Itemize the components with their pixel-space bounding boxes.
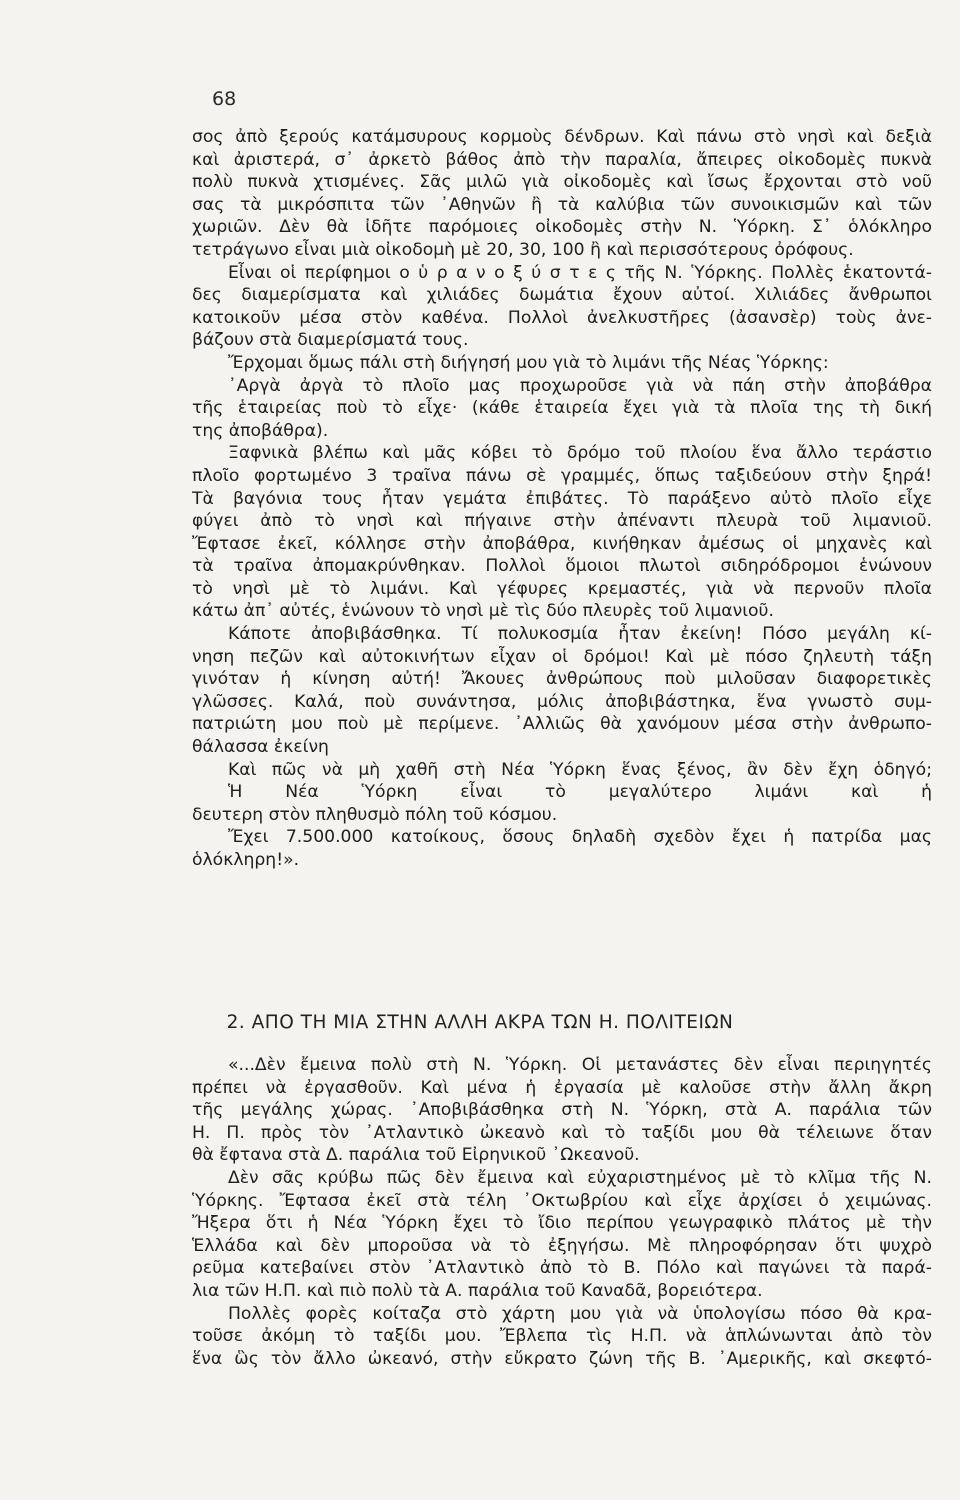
text-line: Δὲν σᾶς κρύβω πῶς δὲν ἔμεινα καὶ εὐχαριστημένος μὲ τὸ κλῖμα τῆς Ν. <box>228 1167 932 1188</box>
text-line: κάτω ἀπ᾽ αὐτές, ἑνώνουν τὸ νησὶ μὲ τὶς δύο πλευρὲς τοῦ λιμανιοῦ. <box>192 601 774 622</box>
text-line: Ὑόρκης. Ἔφτασα ἐκεῖ στὰ τέλη ᾿Οκτωβρίου καὶ εἶχε ἀρχίσει ὁ χειμώνας. <box>192 1190 932 1211</box>
text-line: γλῶσσες. Καλά, ποὺ συνάντησα, μόλις ἀποβιβάστηκα, ἕνα γνωστὸ συμ- <box>192 691 932 712</box>
text-line: Ἡ Νέα Ὑόρκη εἶναι τὸ μεγαλύτερο λιμάνι καὶ ἡ <box>228 782 932 803</box>
text-line: Τὰ βαγόνια τους ἦταν γεμάτα ἐπιβάτες. Τὸ παράξενο αὐτὸ πλοῖο εἶχε <box>192 488 932 509</box>
text-line: νηση πεζῶν καὶ αὐτοκινήτων εἶχαν οἱ δρόμοι! Καὶ μὲ πόσο ζηλευτὴ τάξη <box>192 646 932 667</box>
text-line: ρεῦμα κατεβαίνει στὸν ᾿Ατλαντικὸ ἀπὸ τὸ Β. Πόλο καὶ παγώνει τὰ παρά- <box>192 1258 932 1279</box>
text-line: γινόταν ἡ κίνηση αὐτή! Ἄκουες ἀνθρώπους ποὺ μιλοῦσαν διαφορετικὲς <box>192 669 932 690</box>
text-line: ὁλόκληρη!». <box>192 850 300 870</box>
text-line: καὶ ἀριστερά, σ᾽ ἀρκετὸ βάθος ἀπὸ τὴν παραλία, ἄπειρες οἰκοδομὲς πυκνὰ <box>192 149 932 170</box>
text-line: πλοῖο φορτωμένο 3 τραῖνα πάνω σὲ γραμμές, ὅπως ταξιδεύουν στὴν ξηρά! <box>192 465 932 486</box>
body-text-section-1 <box>192 126 932 872</box>
text-line: Εἶναι οἱ περίφημοι ο ὑ ρ α ν ο ξ ύ σ τ ε ς τῆς Ν. Ὑόρκης. Πολλὲς ἑκατοντά- <box>228 262 932 283</box>
body-text-section-2 <box>192 1054 932 1370</box>
text-line: ἕνα ὣς τὸν ἄλλο ὠκεανό, στὴν εὔκρατο ζώνη τῆς Β. ᾿Αμερικῆς, καὶ σκεφτό- <box>192 1348 932 1369</box>
text-line: της ἀποβάθρα). <box>192 420 329 441</box>
text-line: Ἔχει 7.500.000 κατοίκους, ὅσους δηλαδὴ σχεδὸν ἔχει ἡ πατρίδα μας <box>228 827 932 848</box>
text-line: σας τὰ μικρόσπιτα τῶν ᾿Αθηνῶν ἢ τὰ καλύβια τῶν συνοικισμῶν καὶ τῶν <box>192 194 932 215</box>
text-line: Πολλὲς φορὲς κοίταζα στὸ χάρτη μου γιὰ νὰ ὑπολογίσω πόσο θὰ κρα- <box>228 1303 932 1324</box>
text-line: Ἔφτασε ἐκεῖ, κόλλησε στὴν ἀποβάθρα, κινήθηκαν ἀμέσως οἱ μηχανὲς καὶ <box>192 533 932 554</box>
page-number: 68 <box>212 88 237 110</box>
text-line: Η. Π. πρὸς τὸν ᾿Ατλαντικὸ ὠκεανὸ καὶ τὸ ταξίδι μου θὰ τέλειωνε ὅταν <box>192 1122 932 1143</box>
text-line: τὸ νησὶ μὲ τὸ λιμάνι. Καὶ γέφυρες κρεμαστές, γιὰ νὰ περνοῦν πλοῖα <box>192 578 932 599</box>
text-line: χωριῶν. Δὲν θὰ ἰδῆτε παρόμοιες οἰκοδομὲς στὴν Ν. Ὑόρκη. Σ᾽ ὁλόκληρο <box>192 217 932 238</box>
text-line: τῆς ἑταιρείας ποὺ τὸ εἶχε· (κάθε ἑταιρεία ἔχει γιὰ τὰ πλοῖα της τὴ δική <box>192 398 932 419</box>
text-line: τῆς μεγάλης χώρας. ᾿Αποβιβάσθηκα στὴ Ν. Ὑόρκη, στὰ Α. παράλια τῶν <box>192 1100 932 1121</box>
text-line: πατριώτη μου ποὺ μὲ περίμενε. ᾿Αλλιῶς θὰ χανόμουν μέσα στὴν ἀνθρωπο- <box>192 714 932 735</box>
text-line: θὰ ἔφτανα στὰ Δ. παράλια τοῦ Εἰρηνικοῦ ᾿Ωκεανοῦ. <box>192 1145 640 1166</box>
text-line: κατοικοῦν μέσα στὸν καθένα. Πολλοὶ ἀνελκυστῆρες (ἀσανσὲρ) τοὺς ἀνε- <box>192 307 932 328</box>
text-line: πολὺ πυκνὰ χτισμένες. Σᾶς μιλῶ γιὰ οἰκοδομὲς καὶ ἴσως ἔρχονται στὸ νοῦ <box>192 172 932 193</box>
text-line: τὰ τραῖνα ἀπομακρύνθηκαν. Πολλοὶ ὅμοιοι πλωτοὶ σιδηρόδρομοι ἑνώνουν <box>192 556 932 577</box>
text-line: Καὶ πῶς νὰ μὴ χαθῆ στὴ Νέα Ὑόρκη ἕνας ξένος, ἂν δὲν ἔχη ὁδηγό; <box>228 759 932 780</box>
chapter-heading: 2. ΑΠΟ ΤΗ ΜΙΑ ΣΤΗΝ ΑΛΛΗ ΑΚΡΑ ΤΩΝ Η. ΠΟΛΙΤΕΙΩΝ <box>226 1012 734 1033</box>
text-line: πρέπει νὰ ἐργασθοῦν. Καὶ μένα ἡ ἐργασία μὲ καλοῦσε στὴν ἄλλη ἄκρη <box>192 1077 932 1098</box>
text-line: σος ἀπὸ ξερούς κατάμσυρους κορμοὺς δένδρων. Καὶ πάνω στὸ νησὶ καὶ δεξιὰ <box>192 127 932 147</box>
text-line: Κάποτε ἀποβιβάσθηκα. Τί πολυκοσμία ἦταν ἐκείνη! Πόσο μεγάλη κί- <box>228 624 932 645</box>
text-line: δες διαμερίσματα καὶ χιλιάδες δωμάτια ἔχουν αὐτοί. Χιλιάδες ἄνθρωποι <box>192 285 932 306</box>
text-line: Ἑλλάδα καὶ δὲν μποροῦσα νὰ τὸ ἐξηγήσω. Μὲ πληροφόρησαν ὅτι ψυχρὸ <box>192 1235 932 1256</box>
text-line: δευτερη στὸν πληθυσμὸ πόλη τοῦ κόσμου. <box>192 804 558 825</box>
text-line: τοῦσε ἀκόμη τὸ ταξίδι μου. Ἔβλεπα τὶς Η.Π. νὰ ἁπλώνωνται ἀπὸ τὸν <box>192 1326 932 1347</box>
text-line: φύγει ἀπὸ τὸ νησὶ καὶ πήγαινε στὴν ἀπέναντι πλευρὰ τοῦ λιμανιοῦ. <box>192 511 932 532</box>
text-line: λια τῶν Η.Π. καὶ πιὸ πολὺ τὰ Α. παράλια τοῦ Καναδᾶ, βορειότερα. <box>192 1280 763 1301</box>
text-line: τετράγωνο εἶναι μιὰ οἰκοδομὴ μὲ 20, 30, 100 ἢ καὶ περισσότερους ὀρόφους. <box>192 239 854 260</box>
text-line: βάζουν στὰ διαμερίσματά τους. <box>192 330 469 351</box>
text-line: Ξαφνικὰ βλέπω καὶ μᾶς κόβει τὸ δρόμο τοῦ πλοίου ἕνα ἄλλο τεράστιο <box>228 443 932 464</box>
text-line: ᾿Αργὰ ἀργὰ τὸ πλοῖο μας προχωροῦσε γιὰ νὰ πάη στὴν ἀποβάθρα <box>228 375 932 396</box>
text-line: «...Δὲν ἔμεινα πολὺ στὴ Ν. Ὑόρκη. Οἱ μετανάστες δὲν εἶναι περιηγητές <box>228 1055 932 1075</box>
text-line: θάλασσα ἐκείνη <box>192 737 329 758</box>
text-line: Ἤξερα ὅτι ἡ Νέα Ὑόρκη ἔχει τὸ ἴδιο περίπου γεωγραφικὸ πλάτος μὲ τὴν <box>192 1213 932 1234</box>
text-line: Ἔρχομαι ὅμως πάλι στὴ διήγησή μου γιὰ τὸ λιμάνι τῆς Νέας Ὑόρκης: <box>228 352 829 373</box>
